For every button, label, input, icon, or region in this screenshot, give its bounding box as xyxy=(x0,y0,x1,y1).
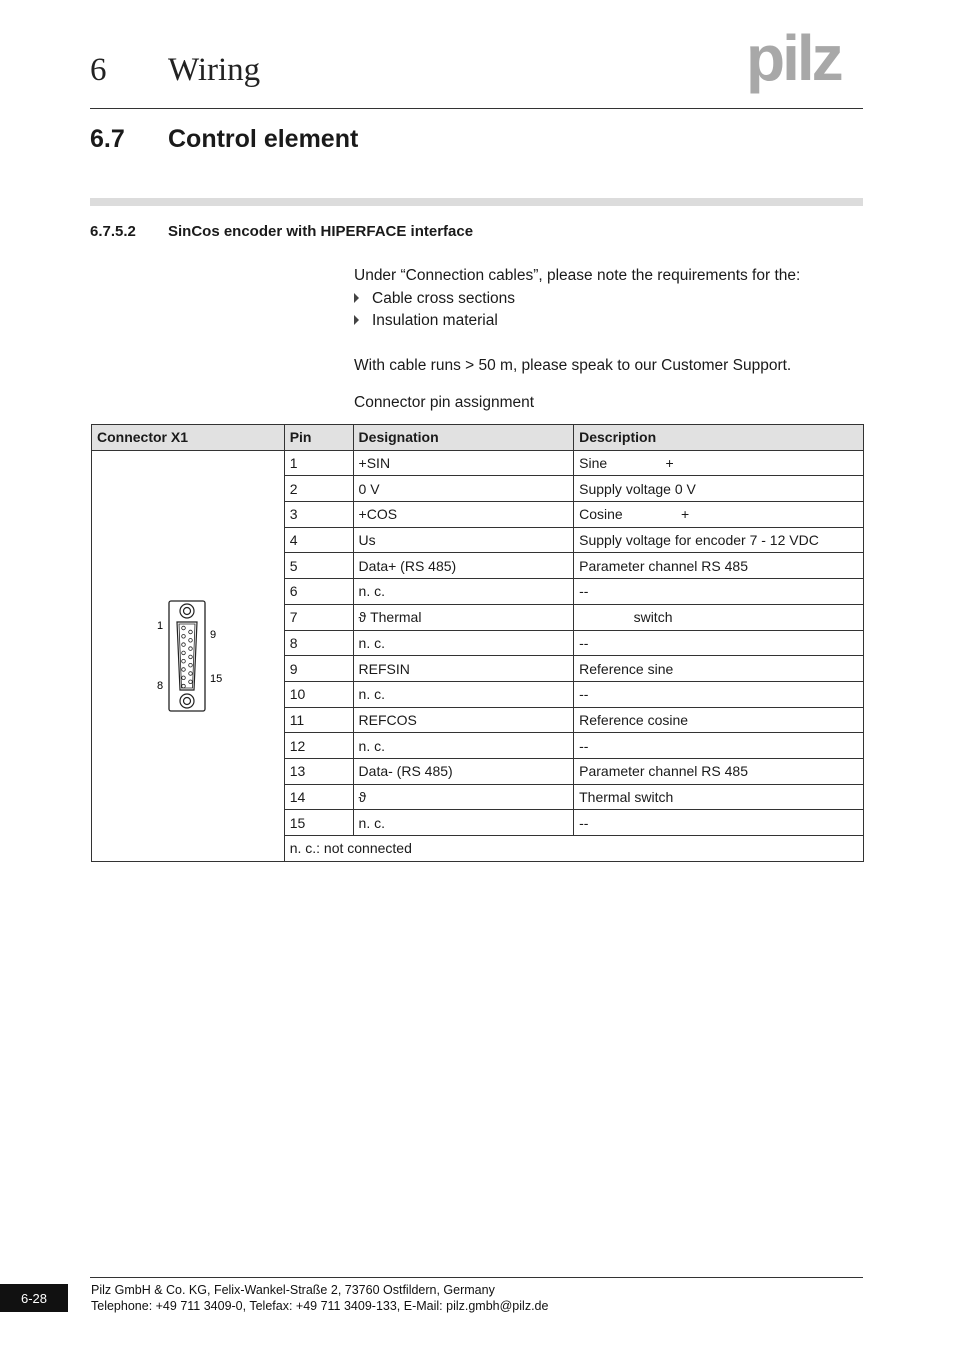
cell-pin: 12 xyxy=(284,733,353,759)
section-divider-bar xyxy=(90,198,863,206)
cell-description: -- xyxy=(574,630,864,656)
table-header-row xyxy=(92,425,864,451)
cell-pin: 1 xyxy=(284,450,353,476)
cell-pin: 9 xyxy=(284,656,353,682)
cell-designation: Us xyxy=(353,527,574,553)
cell-designation: Data- (RS 485) xyxy=(353,758,574,784)
cell-pin: 11 xyxy=(284,707,353,733)
cell-designation: REFSIN xyxy=(353,656,574,682)
bullet-label: Cable cross sections xyxy=(372,290,516,307)
cell-description: Reference cosine xyxy=(574,707,864,733)
cell-pin: 15 xyxy=(284,810,353,836)
bullet-triangle-icon xyxy=(354,315,359,325)
cell-designation: n. c. xyxy=(353,810,574,836)
cell-designation: n. c. xyxy=(353,681,574,707)
footer-rule xyxy=(90,1277,863,1278)
bullet-item xyxy=(354,290,515,308)
cell-description: -- xyxy=(574,810,864,836)
header-description: Description xyxy=(574,425,864,451)
cell-pin: 14 xyxy=(284,784,353,810)
chapter-number: 6 xyxy=(90,52,107,88)
cell-designation: 0 V xyxy=(353,476,574,502)
cell-designation: ϑ xyxy=(353,784,574,810)
bullet-label: Insulation material xyxy=(372,312,498,329)
bullet-triangle-icon xyxy=(354,293,359,303)
cell-description: -- xyxy=(574,681,864,707)
cell-designation: n. c. xyxy=(353,733,574,759)
connector-label-1: 1 xyxy=(156,619,163,632)
connector-label-15: 15 xyxy=(209,672,223,685)
cell-designation: ϑ Thermal xyxy=(353,604,574,630)
bullet-item xyxy=(354,312,498,330)
cell-description: Thermal switch xyxy=(574,784,864,810)
subsection-number: 6.7.5.2 xyxy=(90,223,136,240)
sub-d-15-connector-icon xyxy=(138,598,238,714)
cell-description: Sine + xyxy=(574,450,864,476)
cell-pin: 6 xyxy=(284,579,353,605)
cable-note: With cable runs > 50 m, please speak to our Customer Support. xyxy=(354,357,792,374)
table-caption: Connector pin assignment xyxy=(354,394,535,411)
cell-designation: +SIN xyxy=(353,450,574,476)
cell-pin: 5 xyxy=(284,553,353,579)
cell-designation: Data+ (RS 485) xyxy=(353,553,574,579)
cell-description: Supply voltage for encoder 7 - 12 VDC xyxy=(574,527,864,553)
cell-pin: 3 xyxy=(284,502,353,528)
footer-contact: Telephone: +49 711 3409-0, Telefax: +49 711 3409-133, E-Mail: pilz.gmbh@pilz.de xyxy=(91,1299,549,1313)
table-row xyxy=(92,450,864,476)
pin-assignment-table xyxy=(91,424,864,862)
chapter-title: Wiring xyxy=(168,52,261,88)
header-designation: Designation xyxy=(353,425,574,451)
footer-address: Pilz GmbH & Co. KG, Felix-Wankel-Straße 2, 73760 Ostfildern, Germany xyxy=(91,1283,495,1297)
cell-designation: REFCOS xyxy=(353,707,574,733)
subsection-title: SinCos encoder with HIPERFACE interface xyxy=(168,223,474,240)
cell-designation: +COS xyxy=(353,502,574,528)
cell-description: Cosine + xyxy=(574,502,864,528)
table-footnote: n. c.: not connected xyxy=(284,836,863,862)
cell-pin: 8 xyxy=(284,630,353,656)
connector-cell xyxy=(92,450,285,861)
cell-description: -- xyxy=(574,733,864,759)
cell-pin: 4 xyxy=(284,527,353,553)
logo-text: pilz xyxy=(746,28,841,94)
cell-pin: 13 xyxy=(284,758,353,784)
cell-description: Supply voltage 0 V xyxy=(574,476,864,502)
cell-pin: 10 xyxy=(284,681,353,707)
cell-description: Reference sine xyxy=(574,656,864,682)
cell-description: switch xyxy=(574,604,864,630)
page-number: 6-28 xyxy=(0,1284,68,1312)
intro-text: Under “Connection cables”, please note the requirements for the: xyxy=(354,267,801,284)
connector-label-8: 8 xyxy=(156,679,163,692)
cell-designation: n. c. xyxy=(353,579,574,605)
header-pin: Pin xyxy=(284,425,353,451)
cell-description: Parameter channel RS 485 xyxy=(574,553,864,579)
section-number: 6.7 xyxy=(90,125,125,153)
cell-pin: 7 xyxy=(284,604,353,630)
header-connector: Connector X1 xyxy=(92,425,285,451)
header-rule xyxy=(90,108,863,109)
cell-designation: n. c. xyxy=(353,630,574,656)
cell-description: -- xyxy=(574,579,864,605)
section-title: Control element xyxy=(168,125,359,153)
pilz-logo xyxy=(746,28,866,96)
cell-description: Parameter channel RS 485 xyxy=(574,758,864,784)
connector-label-9: 9 xyxy=(209,628,216,641)
cell-pin: 2 xyxy=(284,476,353,502)
